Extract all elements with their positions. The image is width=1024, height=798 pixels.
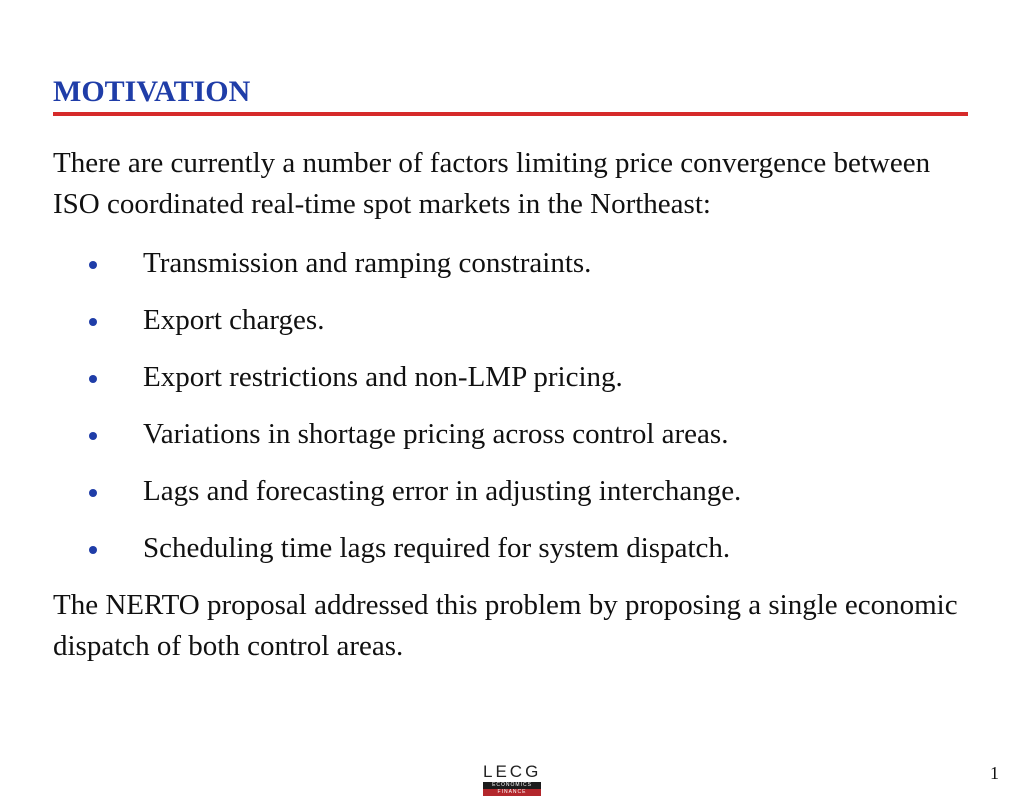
list-item — [0, 469, 1024, 526]
logo-wordmark: LECG — [483, 762, 542, 781]
slide-title: MOTIVATION — [53, 75, 251, 108]
list-item-text: Variations in shortage pricing across control areas. — [143, 418, 729, 450]
list-item-text: Lags and forecasting error in adjusting interchange. — [143, 475, 742, 507]
list-item — [0, 241, 1024, 298]
bullet-dot-icon — [89, 432, 97, 440]
list-item-text: Export charges. — [143, 304, 325, 336]
list-item — [0, 412, 1024, 469]
factor-list — [0, 241, 1024, 583]
title-underline — [53, 112, 968, 116]
list-item-text: Transmission and ramping constraints. — [143, 247, 592, 279]
bullet-dot-icon — [89, 261, 97, 269]
bullet-dot-icon — [89, 489, 97, 497]
logo-band-economics: ECONOMICS — [483, 782, 541, 789]
list-item-text: Export restrictions and non-LMP pricing. — [143, 361, 623, 393]
closing-paragraph: The NERTO proposal addressed this problem by proposing a single economic dispatch of both control areas. — [53, 589, 958, 662]
list-item-text: Scheduling time lags required for system dispatch. — [143, 532, 731, 564]
intro-paragraph: There are currently a number of factors limiting price convergence between ISO coordinated real-time spot markets in the Northeast: — [53, 147, 931, 220]
bullet-dot-icon — [89, 375, 97, 383]
list-item — [0, 526, 1024, 583]
bullet-dot-icon — [89, 318, 97, 326]
logo-band-finance: FINANCE — [483, 789, 541, 796]
page-number: 1 — [990, 763, 999, 783]
lecg-logo — [483, 763, 541, 797]
bullet-dot-icon — [89, 546, 97, 554]
list-item — [0, 298, 1024, 355]
list-item — [0, 355, 1024, 412]
